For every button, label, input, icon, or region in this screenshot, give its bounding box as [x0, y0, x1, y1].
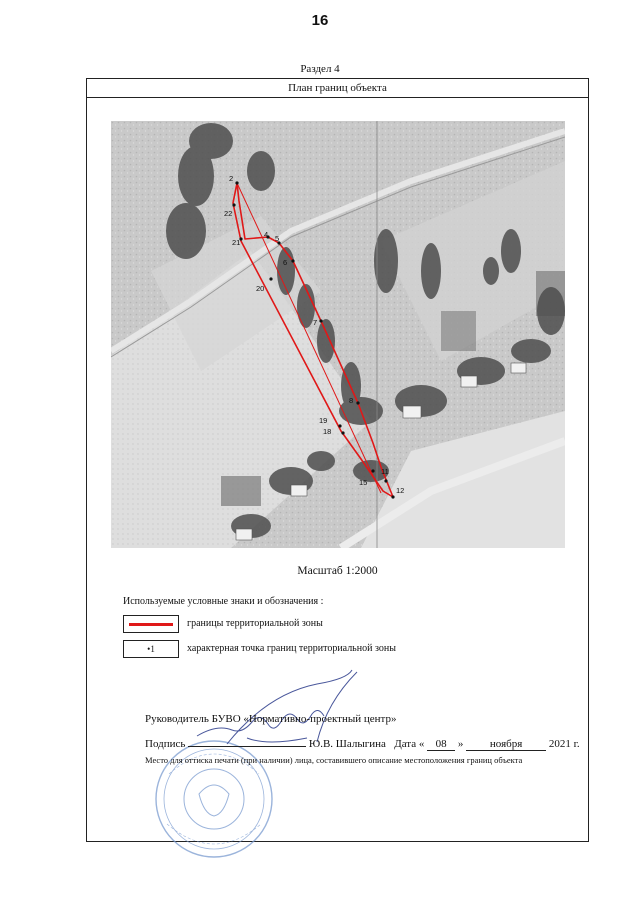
date-label: Дата «: [394, 738, 425, 750]
point-label: 5: [275, 234, 280, 243]
section-title: Раздел 4: [300, 63, 340, 75]
point-label: 12: [396, 486, 405, 495]
point-label: 15: [359, 478, 368, 487]
boundary-line-icon: [129, 623, 173, 626]
point-label: 11: [381, 467, 389, 476]
point-label: 19: [319, 416, 328, 425]
head-title: Руководитель БУВО «Нормативно-проектный центр»: [145, 713, 397, 725]
date-day: 08: [427, 738, 455, 751]
point-label: 8: [349, 396, 354, 405]
legend-boundary-symbol: [123, 615, 179, 633]
scale-label: Масштаб 1:2000: [297, 565, 378, 577]
legend-point-symbol: [123, 640, 179, 658]
point-label: 7: [313, 318, 318, 327]
point-label: 6: [283, 258, 288, 267]
point-label: 20: [256, 284, 265, 293]
point-label: 18: [323, 427, 332, 436]
signature-blank: [188, 734, 306, 747]
legend-title: Используемые условные знаки и обозначения :: [123, 596, 324, 607]
legend-point-label: характерная точка границ территориальной зоны: [187, 643, 396, 654]
point-marker-icon: •1: [147, 644, 155, 654]
legend-boundary-label: границы территориальной зоны: [187, 618, 323, 629]
signature-line: Подпись Ю.В. Шалыгина Дата « 08 » ноября 2021 г.: [145, 734, 580, 751]
point-label: 21: [232, 238, 241, 247]
plan-frame: [86, 78, 589, 842]
aerial-map: [111, 121, 565, 548]
plan-header: План границ объекта: [87, 79, 588, 98]
seal-note: Место для оттиска печати (при наличии) лица, составившего описание местоположения границ объекта: [145, 755, 523, 765]
point-label: 22: [224, 209, 233, 218]
point-label: 2: [229, 174, 234, 183]
point-label: 4: [264, 230, 269, 239]
date-month: ноября: [466, 738, 546, 751]
sign-label: Подпись: [145, 738, 186, 750]
signer-name: Ю.В. Шалыгина: [308, 738, 386, 750]
page-number: 16: [311, 12, 329, 29]
date-year: 2021 г.: [548, 738, 580, 750]
